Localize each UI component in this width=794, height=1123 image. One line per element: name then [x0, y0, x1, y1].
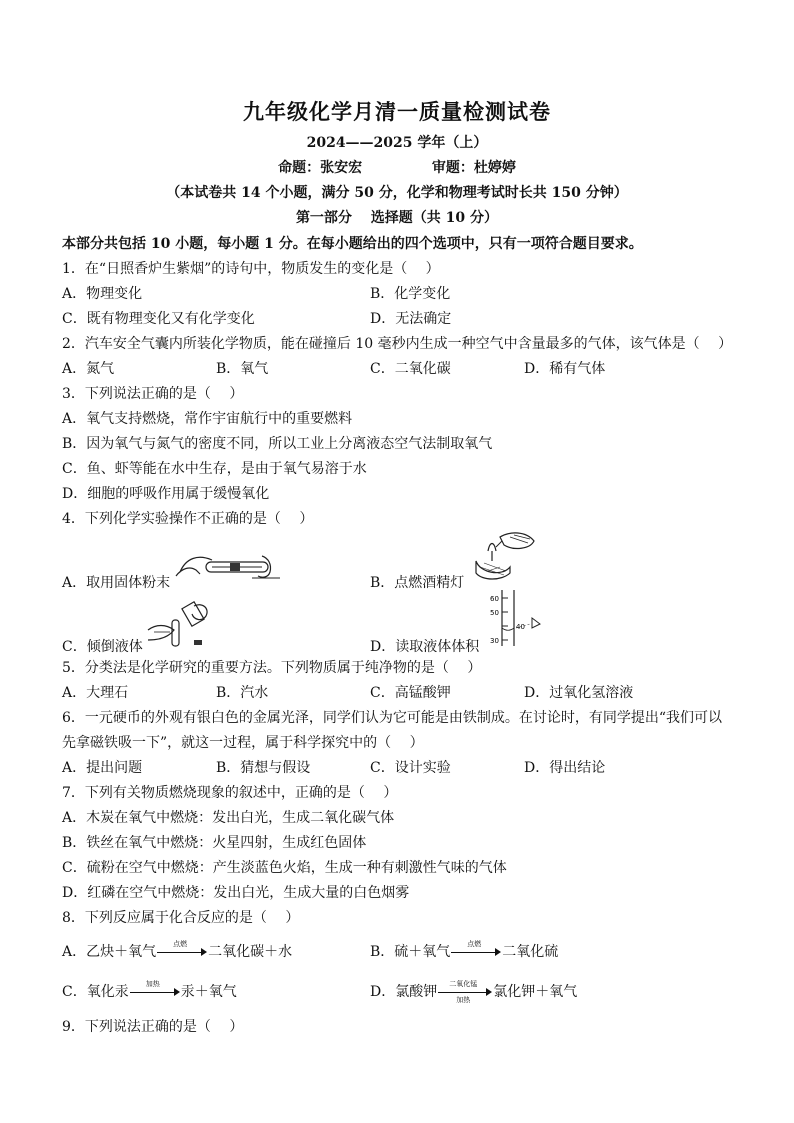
- q8c-products: 汞＋氧气: [180, 984, 237, 1000]
- section-instruction: 本部分共包括 10 小题，每小题 1 分。在每小题给出的四个选项中，只有一项符合题目要求。: [62, 236, 643, 252]
- question-2-option-d: D．稀有气体: [524, 361, 606, 377]
- question-1-option-a: A．物理变化: [62, 286, 143, 302]
- reviewer-label: 审题：杜婷婷: [431, 160, 516, 176]
- question-2-stem: 2．汽车安全气囊内所装化学物质，能在碰撞后 10 毫秒内生成一种空气中含量最多的气体，该气体是（ ）: [62, 336, 733, 352]
- question-8-option-b: [370, 941, 558, 961]
- cylinder-tick-30: 30: [490, 637, 499, 645]
- author-line: [0, 157, 794, 177]
- question-4-stem: 4．下列化学实验操作不正确的是（ ）: [62, 511, 314, 527]
- question-2-option-a: A．氮气: [62, 361, 115, 377]
- question-2-option-b: B．氧气: [216, 361, 269, 377]
- question-1-option-b: B．化学变化: [370, 286, 451, 302]
- cylinder-tick-50: 50: [490, 609, 499, 617]
- q8d-catalyst: 二氧化锰: [449, 980, 478, 988]
- q8d-products: 氯化钾＋氧气: [493, 984, 578, 1000]
- alcohol-lamp-figure: [470, 527, 538, 583]
- section-title: 第一部分 选择题（共 10 分）: [295, 210, 499, 226]
- question-1-option-c: C．既有物理变化又有化学变化: [62, 311, 255, 327]
- q8d-reactants: D．氯酸钾: [370, 984, 438, 1000]
- q8b-condition: 点燃: [467, 940, 482, 948]
- q8a-condition: 点燃: [173, 940, 188, 948]
- question-8-option-d: [370, 980, 578, 1004]
- q8b-reactants: B．硫＋氧气: [370, 944, 451, 960]
- question-6-stem-line-2: 先拿磁铁吸一下”，就这一过程，属于科学探究中的（ ）: [62, 735, 424, 751]
- question-3-option-a: A．氧气支持燃烧，常作宇宙航行中的重要燃料: [62, 411, 353, 427]
- q8d-condition: 加热: [456, 996, 471, 1004]
- question-8-option-a: [62, 941, 292, 961]
- powder-spatula-figure: [172, 548, 284, 588]
- question-8-option-c: [62, 981, 237, 1001]
- reaction-arrow-icon: [157, 940, 207, 959]
- question-5-option-a: A．大理石: [62, 685, 129, 701]
- question-1-option-d: D．无法确定: [370, 311, 452, 327]
- question-7-option-b: B．铁丝在氧气中燃烧：火星四射，生成红色固体: [62, 835, 367, 851]
- school-year: 2024——2025 学年（上）: [306, 135, 488, 151]
- question-5-option-c: C．高锰酸钾: [370, 685, 451, 701]
- exam-notice: （本试卷共 14 个小题，满分 50 分，化学和物理考试时长共 150 分钟）: [166, 185, 628, 201]
- q8a-reactants: A．乙炔＋氧气: [62, 944, 157, 960]
- q8c-reactants: C．氧化汞: [62, 984, 129, 1000]
- q8c-condition: 加热: [145, 980, 160, 988]
- graduated-cylinder-figure: [482, 588, 548, 648]
- q8b-products: 二氧化硫: [502, 944, 559, 960]
- reaction-arrow-icon: [451, 940, 501, 959]
- question-6-option-c: C．设计实验: [370, 760, 451, 776]
- question-5-option-b: B．汽水: [216, 685, 269, 701]
- question-4-option-b: B．点燃酒精灯: [370, 575, 465, 591]
- cylinder-tick-40: 40: [516, 623, 525, 631]
- reaction-arrow-icon: [130, 980, 180, 999]
- question-7-stem: 7．下列有关物质燃烧现象的叙述中，正确的是（ ）: [62, 785, 398, 801]
- question-6-option-d: D．得出结论: [524, 760, 606, 776]
- question-3-option-c: C．鱼、虾等能在水中生存，是由于氧气易溶于水: [62, 461, 367, 477]
- question-4-option-a: A．取用固体粉末: [62, 575, 171, 591]
- exam-title: 九年级化学月清一质量检测试卷: [243, 99, 551, 124]
- question-3-option-d: D．细胞的呼吸作用属于缓慢氧化: [62, 486, 270, 502]
- cylinder-tick-60: 60: [490, 595, 499, 603]
- question-7-option-c: C．硫粉在空气中燃烧：产生淡蓝色火焰，生成一种有刺激性气味的气体: [62, 860, 507, 876]
- question-2-option-c: C．二氧化碳: [370, 361, 451, 377]
- question-6-stem-line-1: 6．一元硬币的外观有银白色的金属光泽，同学们认为它可能是由铁制成。在讨论时，有同学提出“我们可以: [62, 710, 723, 726]
- reaction-arrow-icon: [438, 980, 492, 1004]
- author-label: 命题：张安宏: [278, 160, 363, 176]
- question-8-stem: 8．下列反应属于化合反应的是（ ）: [62, 910, 300, 926]
- question-5-stem: 5．分类法是化学研究的重要方法。下列物质属于纯净物的是（ ）: [62, 660, 482, 676]
- question-7-option-a: A．木炭在氧气中燃烧：发出白光，生成二氧化碳气体: [62, 810, 395, 826]
- question-9-stem: 9．下列说法正确的是（ ）: [62, 1019, 244, 1035]
- question-1-stem: 1．在“日照香炉生紫烟”的诗句中，物质发生的变化是（ ）: [62, 261, 440, 277]
- q8a-products: 二氧化碳＋水: [208, 944, 293, 960]
- question-6-option-b: B．猜想与假设: [216, 760, 311, 776]
- question-6-option-a: A．提出问题: [62, 760, 143, 776]
- question-3-option-b: B．因为氧气与氮气的密度不同，所以工业上分离液态空气法制取氧气: [62, 436, 493, 452]
- question-7-option-d: D．红磷在空气中燃烧：发出白光，生成大量的白色烟雾: [62, 885, 410, 901]
- question-5-option-d: D．过氧化氢溶液: [524, 685, 634, 701]
- question-4-option-d: D．读取液体体积: [370, 639, 480, 655]
- pouring-liquid-figure: [144, 600, 214, 652]
- question-4-option-c: C．倾倒液体: [62, 639, 143, 655]
- question-3-stem: 3．下列说法正确的是（ ）: [62, 386, 244, 402]
